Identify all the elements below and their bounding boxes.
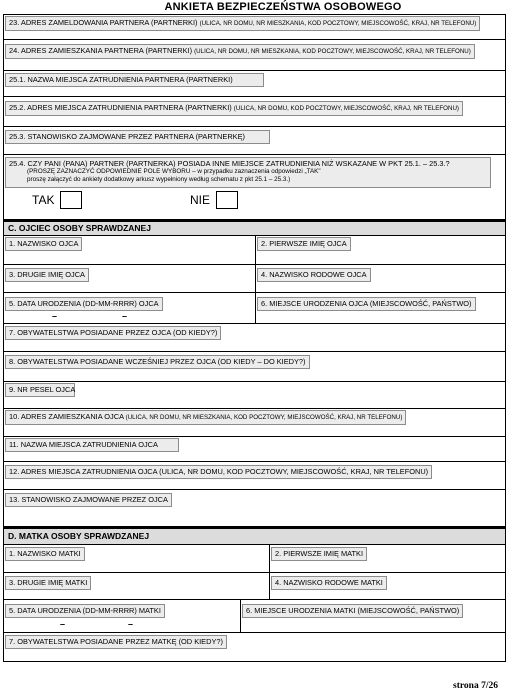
field-label-father-birth-place: 6. MIEJSCE URODZENIA OJCA (MIEJSCOWOŚĆ, PAŃSTWO) — [257, 297, 476, 311]
field-father-position[interactable] — [4, 490, 505, 527]
field-label-25-4: 25.4. CZY PANI (PANA) PARTNER (PARTNERKA) POSIADA INNE MIEJSCE ZATRUDNIENIA NIŻ WSKAZANE W PKT 25.1. – 25.3.? (PROSZĘ ZAZNACZYĆ ODPOWIEDNIE POLE WYBORU – w przypadku zaznaczenia odpowiedzi „TAK" proszę załączyć do ankiety dodatkowy arkusz wypełniony według schematu z pkt 25.1 – 25.3.) — [5, 157, 491, 188]
field-label-mother-surname: 1. NAZWISKO MATKI — [5, 547, 85, 561]
field-label-mother-birth-date: 5. DATA URODZENIA (DD-MM-RRRR) MATKI — [5, 604, 165, 618]
section-d-heading: D. MATKA OSOBY SPRAWDZANEJ — [4, 527, 505, 545]
field-label-25-3: 25.3. STANOWISKO ZAJMOWANE PRZEZ PARTNERA (PARTNERKĘ) — [5, 130, 270, 144]
field-mother-family-name[interactable] — [269, 573, 505, 599]
field-label-mother-second-name: 3. DRUGIE IMIĘ MATKI — [5, 576, 91, 590]
field-label-23: 23. ADRES ZAMELDOWANIA PARTNERA (PARTNERKI) (ULICA, NR DOMU, NR MIESZKANIA, KOD POCZTOWY, MIEJSCOWOŚĆ, KRAJ, NR TELEFONU) — [5, 16, 480, 31]
page-number: strona 7/26 — [453, 681, 498, 691]
field-father-previous-citizenship[interactable] — [4, 352, 505, 382]
field-father-citizenship[interactable] — [4, 324, 505, 352]
section-c-heading: C. OJCIEC OSOBY SPRAWDZANEJ — [4, 220, 505, 236]
option-no-label: NIE — [190, 193, 211, 207]
field-father-pesel[interactable] — [4, 382, 505, 409]
field-label-father-first-name: 2. PIERWSZE IMIĘ OJCA — [257, 237, 351, 251]
field-label-mother-first-name: 2. PIERWSZE IMIĘ MATKI — [271, 547, 367, 561]
field-father-birth-date[interactable] — [4, 293, 255, 323]
field-row-23[interactable] — [4, 15, 505, 40]
field-label-father-address: 10. ADRES ZAMIESZKANIA OJCA (ULICA, NR DOMU, NR MIESZKANIA, KOD POCZTOWY, MIEJSCOWOŚĆ, KRAJ, NR TELEFONU) — [5, 410, 406, 425]
mother-row-1-2 — [4, 545, 505, 573]
field-father-first-name[interactable] — [255, 236, 505, 264]
field-label-father-birth-date: 5. DATA URODZENIA (DD-MM-RRRR) OJCA — [5, 297, 163, 311]
field-mother-first-name[interactable] — [269, 545, 505, 572]
field-label-father-position: 13. STANOWISKO ZAJMOWANE PRZEZ OJCA — [5, 493, 172, 507]
field-label-father-employer-address: 12. ADRES MIEJSCA ZATRUDNIENIA OJCA (ULICA, NR DOMU, KOD POCZTOWY, MIEJSCOWOŚĆ, KRAJ, NR TELEFONU) — [5, 465, 432, 479]
field-row-25-4 — [4, 155, 505, 220]
field-label-father-employer: 11. NAZWA MIEJSCA ZATRUDNIENIA OJCA — [5, 438, 179, 452]
father-row-5-6 — [4, 293, 505, 324]
date-separator: – — [60, 619, 66, 629]
document-title: ANKIETA BEZPIECZEŃSTWA OSOBOWEGO — [164, 1, 402, 13]
field-label-mother-family-name: 4. NAZWISKO RODOWE MATKI — [271, 576, 387, 590]
field-father-second-name[interactable] — [4, 265, 255, 292]
date-separator: – — [122, 311, 128, 321]
father-row-3-4 — [4, 265, 505, 293]
field-label-25-1: 25.1. NAZWA MIEJSCA ZATRUDNIENIA PARTNERA (PARTNERKI) — [5, 73, 264, 87]
date-separator: – — [52, 311, 58, 321]
field-row-25-3[interactable] — [4, 127, 505, 155]
field-label-25-2: 25.2. ADRES MIEJSCA ZATRUDNIENIA PARTNERA (PARTNERKI) (ULICA, NR DOMU, KOD POCZTOWY, MIEJSCOWOŚĆ, KRAJ, NR TELEFONU) — [5, 101, 463, 116]
field-father-employer-address[interactable] — [4, 462, 505, 490]
field-label-father-second-name: 3. DRUGIE IMIĘ OJCA — [5, 268, 89, 282]
father-row-1-2 — [4, 236, 505, 265]
field-mother-second-name[interactable] — [4, 573, 269, 599]
option-yes-checkbox[interactable] — [60, 191, 82, 209]
field-father-employer[interactable] — [4, 437, 505, 462]
option-no-checkbox[interactable] — [216, 191, 238, 209]
date-separator: – — [128, 619, 134, 629]
field-mother-birth-date[interactable] — [4, 600, 240, 632]
option-yes-label: TAK — [32, 193, 55, 207]
field-row-24[interactable] — [4, 40, 505, 71]
form-page — [3, 14, 506, 662]
mother-row-5-6 — [4, 600, 505, 633]
field-label-24: 24. ADRES ZAMIESZKANIA PARTNERA (PARTNERKI) (ULICA, NR DOMU, NR MIESZKANIA, KOD POCZTOWY, MIEJSCOWOŚĆ, KRAJ, NR TELEFONU) — [5, 44, 475, 59]
mother-row-3-4 — [4, 573, 505, 600]
field-mother-birth-place[interactable] — [240, 600, 505, 632]
field-row-25-2[interactable] — [4, 97, 505, 127]
field-label-mother-birth-place: 6. MIEJSCE URODZENIA MATKI (MIEJSCOWOŚĆ, PAŃSTWO) — [242, 604, 463, 618]
field-father-address[interactable] — [4, 409, 505, 437]
field-row-25-1[interactable] — [4, 71, 505, 97]
field-mother-surname[interactable] — [4, 545, 269, 572]
field-label-father-previous-citizenship: 8. OBYWATELSTWA POSIADANE WCZEŚNIEJ PRZEZ OJCA (OD KIEDY – DO KIEDY?) — [5, 355, 310, 369]
field-father-family-name[interactable] — [255, 265, 505, 292]
field-father-birth-place[interactable] — [255, 293, 505, 323]
field-label-father-surname: 1. NAZWISKO OJCA — [5, 237, 82, 251]
field-label-father-citizenship: 7. OBYWATELSTWA POSIADANE PRZEZ OJCA (OD KIEDY?) — [5, 326, 221, 340]
field-father-surname[interactable] — [4, 236, 255, 264]
field-label-mother-citizenship: 7. OBYWATELSTWA POSIADANE PRZEZ MATKĘ (OD KIEDY?) — [5, 635, 227, 649]
field-label-father-family-name: 4. NAZWISKO RODOWE OJCA — [257, 268, 371, 282]
field-label-father-pesel: 9. NR PESEL OJCA — [5, 383, 75, 397]
field-mother-citizenship[interactable] — [4, 633, 505, 661]
